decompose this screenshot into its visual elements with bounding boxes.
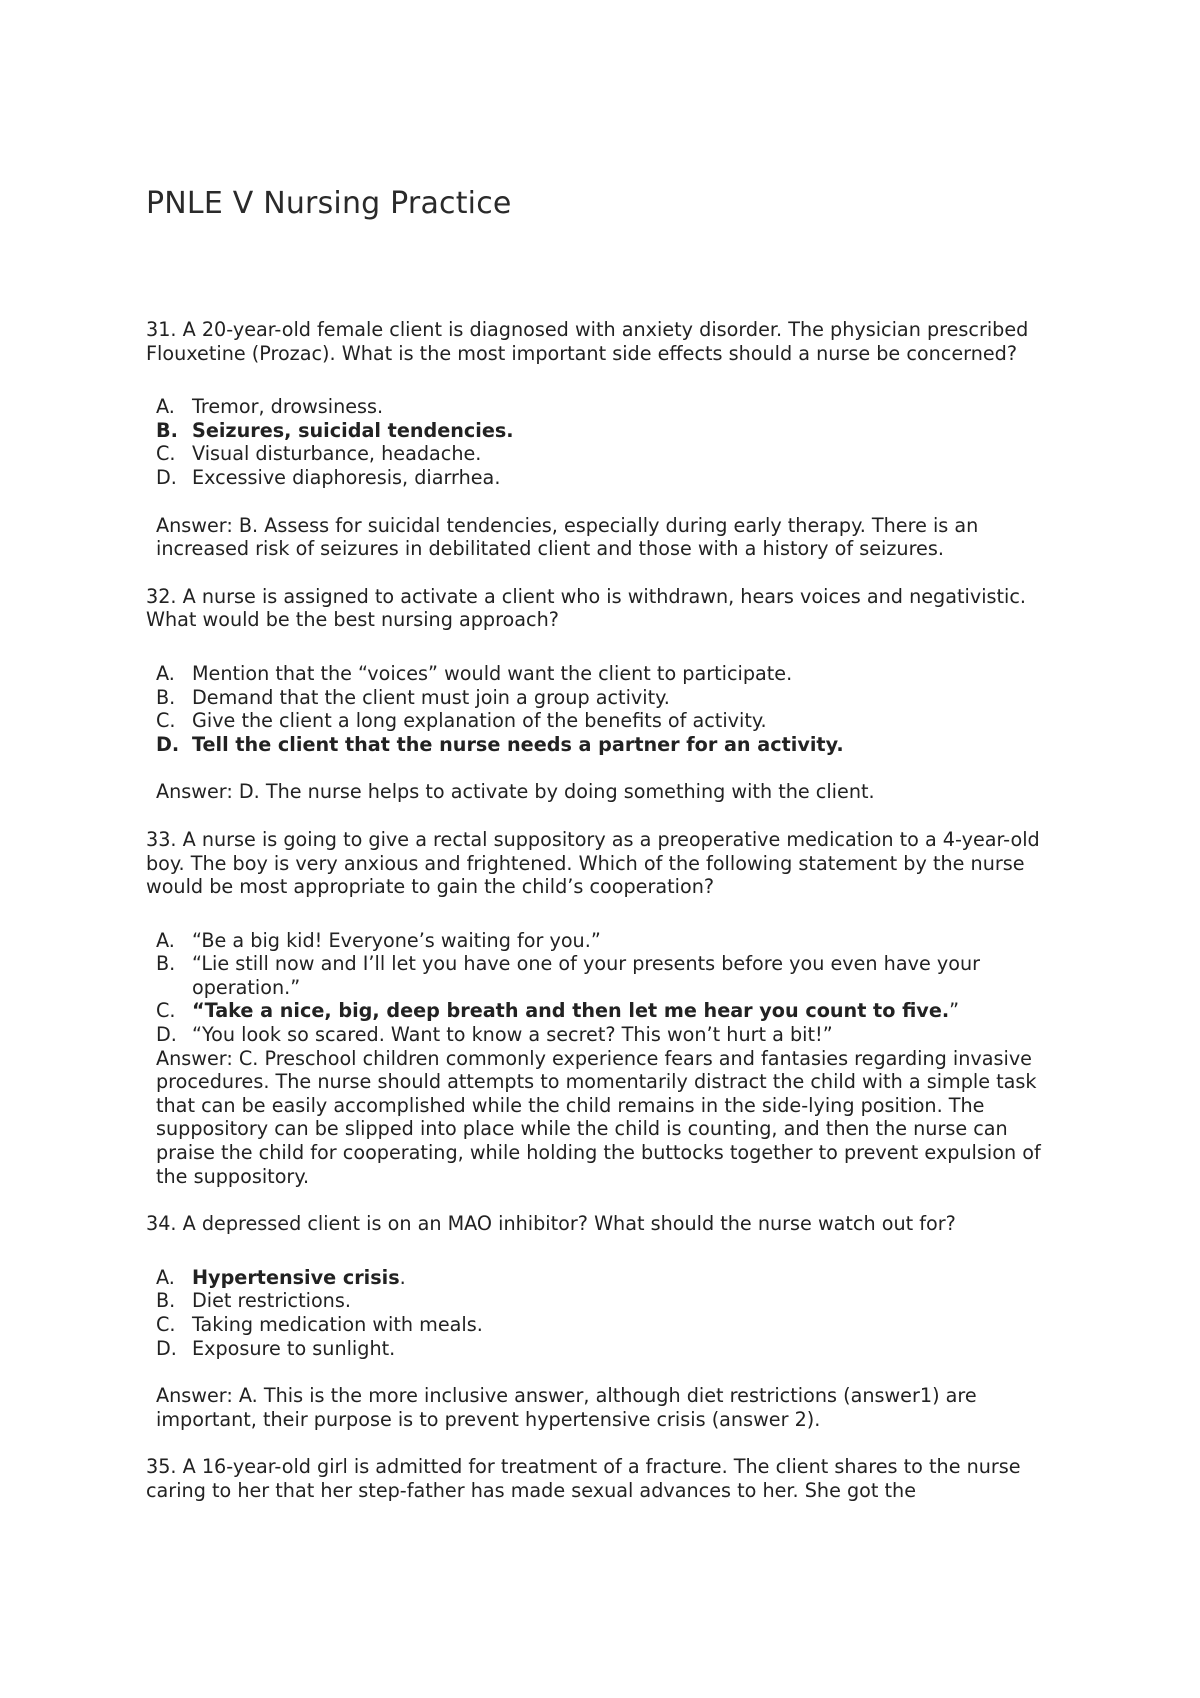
option-item xyxy=(156,709,1066,733)
option-letter: A. xyxy=(156,661,175,685)
option-text: Seizures, suicidal tendencies. xyxy=(192,418,514,442)
option-letter: D. xyxy=(156,1023,177,1047)
question-block xyxy=(146,1212,1066,1431)
answer-explanation: Answer: A. This is the more inclusive answer, although diet restrictions (answer1) are important, their purpose is to prevent hypertensive crisis (answer 2). xyxy=(156,1384,977,1431)
option-list xyxy=(156,929,1066,1047)
option-list xyxy=(156,1266,1066,1360)
option-item xyxy=(156,466,1066,490)
option-item xyxy=(156,662,1066,686)
option-item xyxy=(156,686,1066,710)
option-text: “Be a big kid! Everyone’s waiting for you.” xyxy=(192,928,601,952)
answer-explanation: Answer: B. Assess for suicidal tendencies, especially during early therapy. There is an increased risk of seizures in debilitated client and those with a history of seizures. xyxy=(156,513,979,561)
option-letter: A. xyxy=(156,395,175,419)
option-letter: C. xyxy=(156,999,176,1023)
option-item xyxy=(156,952,1066,999)
option-text: Exposure to sunlight. xyxy=(192,1336,396,1360)
option-item-correct xyxy=(156,419,1066,443)
option-list xyxy=(156,395,1066,489)
option-item xyxy=(156,442,1066,466)
question-text: 34. A depressed client is on an MAO inhibitor? What should the nurse watch out for? xyxy=(146,1212,956,1236)
document-title: PNLE V Nursing Practice xyxy=(146,186,512,221)
option-item xyxy=(156,1337,1066,1361)
option-text: “Lie still now and I’ll let you have one of your presents before you even have your operation.” xyxy=(192,952,981,999)
question-text: 35. A 16-year-old girl is admitted for treatment of a fracture. The client shares to the nurse caring to her that her step-father has made sexual advances to her. She got the xyxy=(146,1455,1021,1502)
question-text: 31. A 20-year-old female client is diagnosed with anxiety disorder. The physician prescribed Flouxetine (Prozac). What is the most important side effects should a nurse be concerned? xyxy=(146,318,1029,365)
option-text-rest: ” xyxy=(949,999,960,1023)
option-letter: D. xyxy=(156,732,180,756)
option-item xyxy=(156,929,1066,953)
question-block xyxy=(146,1455,1066,1502)
option-letter: A. xyxy=(156,928,175,952)
option-text: Excessive diaphoresis, diarrhea. xyxy=(192,465,501,489)
option-item xyxy=(156,1289,1066,1313)
option-text: Mention that the “voices” would want the client to participate. xyxy=(192,661,793,685)
option-item-correct xyxy=(156,999,1066,1023)
option-letter: C. xyxy=(156,1313,176,1336)
question-text: 32. A nurse is assigned to activate a client who is withdrawn, hears voices and negativistic. What would be the best nursing approach? xyxy=(146,584,1027,632)
option-text: Demand that the client must join a group activity. xyxy=(192,685,670,709)
option-text: Taking medication with meals. xyxy=(192,1313,483,1336)
option-text xyxy=(192,999,1066,1023)
option-item-correct xyxy=(156,1266,1066,1290)
option-list xyxy=(156,662,1066,756)
question-block xyxy=(146,828,1066,1188)
option-letter: B. xyxy=(156,685,176,709)
option-item-correct xyxy=(156,733,1066,757)
question-block xyxy=(146,318,1066,561)
document-body xyxy=(146,318,1066,1503)
option-letter: D. xyxy=(156,465,177,489)
option-item xyxy=(156,1313,1066,1337)
option-item xyxy=(156,395,1066,419)
option-text: Give the client a long explanation of the benefits of activity. xyxy=(192,709,767,733)
option-text: “You look so scared. Want to know a secret? This won’t hurt a bit!” xyxy=(192,1023,833,1047)
answer-explanation: Answer: C. Preschool children commonly experience fears and fantasies regarding invasive procedures. The nurse should attempts to momentarily distract the child with a simple task that can be easily accomplished while the child remains in the side-lying position. The suppository can be slipped into place while the child is counting, and then the nurse can praise the child for cooperating, while holding the buttocks together to prevent expulsion of the suppository. xyxy=(156,1046,1041,1188)
option-text xyxy=(192,1266,1066,1290)
option-text: Diet restrictions. xyxy=(192,1289,351,1313)
option-letter: A. xyxy=(156,1265,175,1289)
answer-explanation: Answer: D. The nurse helps to activate by doing something with the client. xyxy=(156,780,875,804)
option-text-bold: “Take a nice, big, deep breath and then let me hear you count to five. xyxy=(192,999,950,1023)
option-text: Tell the client that the nurse needs a partner for an activity. xyxy=(192,732,844,756)
option-item xyxy=(156,1023,1066,1047)
option-text-bold: Hypertensive crisis xyxy=(192,1265,400,1289)
option-text: Visual disturbance, headache. xyxy=(192,442,482,466)
option-letter: C. xyxy=(156,442,176,466)
question-block xyxy=(146,585,1066,804)
option-text-rest: . xyxy=(399,1265,406,1289)
option-letter: B. xyxy=(156,1289,176,1313)
option-letter: B. xyxy=(156,418,178,442)
option-letter: C. xyxy=(156,709,176,733)
option-text: Tremor, drowsiness. xyxy=(192,395,384,419)
option-letter: B. xyxy=(156,952,176,976)
question-text: 33. A nurse is going to give a rectal suppository as a preoperative medication to a 4-year-old boy. The boy is very anxious and frightened. Which of the following statement by the nurse would be most appropriate to gain the child’s cooperation? xyxy=(146,827,1040,899)
option-letter: D. xyxy=(156,1336,177,1360)
